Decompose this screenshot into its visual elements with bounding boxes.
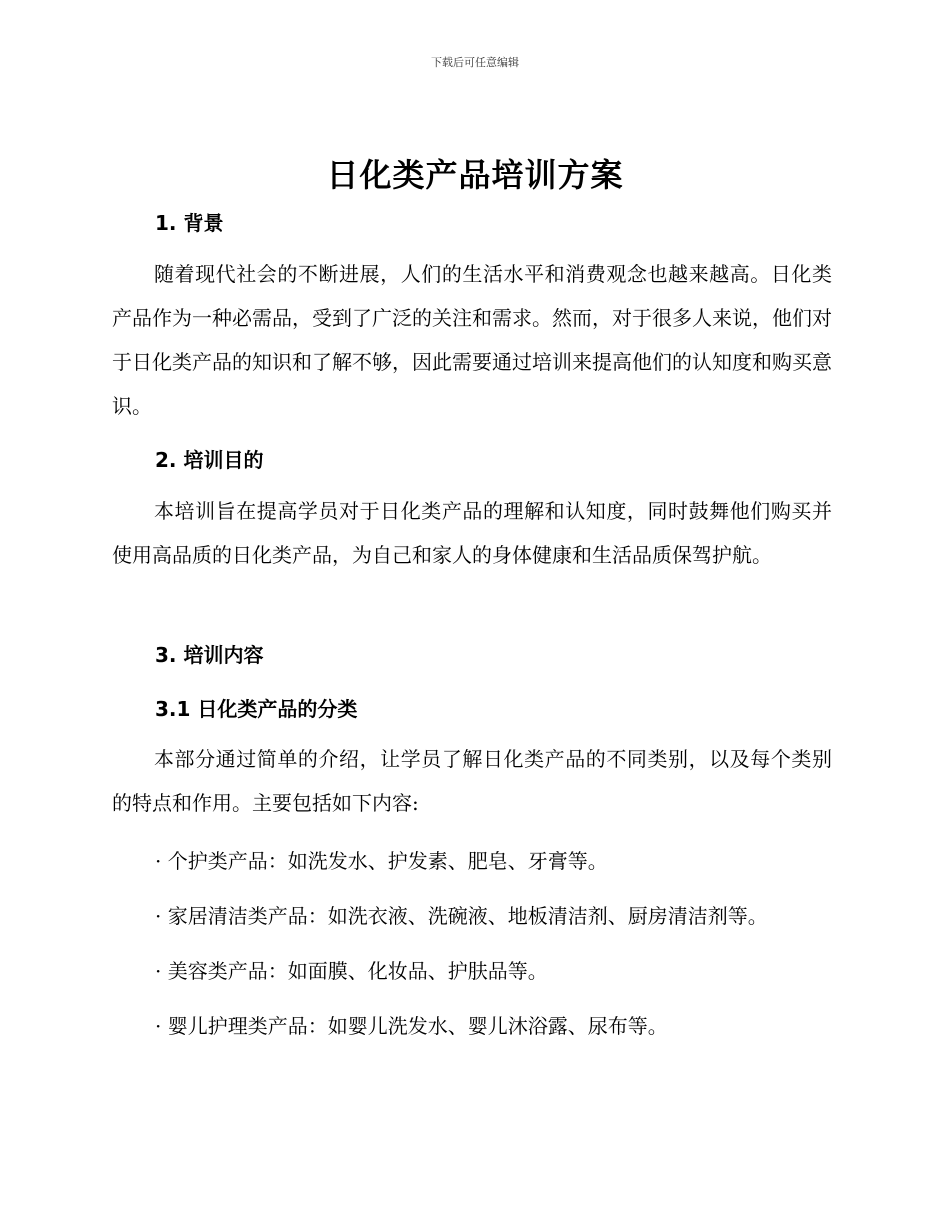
list-item: · 个护类产品：如洗发水、护发素、肥皂、牙膏等。 bbox=[155, 849, 608, 873]
section-text-goal: 本培训旨在提高学员对于日化类产品的理解和认知度，同时鼓舞他们购买并使用高品质的日化类产品，为自己和家人的身体健康和生活品质保驾护航。 bbox=[112, 499, 832, 567]
document-title: 日化类产品培训方案 bbox=[326, 156, 624, 194]
subsection-text-categories: 本部分通过简单的介绍，让学员了解日化类产品的不同类别，以及每个类别的特点和作用。主要包括如下内容: bbox=[112, 747, 832, 815]
list-item: · 家居清洁类产品：如洗衣液、洗碗液、地板清洁剂、厨房清洁剂等。 bbox=[155, 904, 768, 928]
list-item: · 美容类产品：如面膜、化妆品、护肤品等。 bbox=[155, 959, 548, 983]
section-text-background: 随着现代社会的不断进展，人们的生活水平和消费观念也越来越高。日化类产品作为一种必需品，受到了广泛的关注和需求。然而，对于很多人来说，他们对于日化类产品的知识和了解不够，因此需要通过培训来提高他们的认知度和购买意识。 bbox=[112, 262, 832, 418]
section-heading-content: 3. 培训内容 bbox=[155, 643, 264, 667]
page-header-note: 下载后可任意编辑 bbox=[431, 56, 519, 69]
subsection-heading-categories: 3.1 日化类产品的分类 bbox=[155, 697, 358, 721]
section-heading-goal: 2. 培训目的 bbox=[155, 448, 264, 472]
section-heading-background: 1. 背景 bbox=[155, 211, 224, 235]
list-item: · 婴儿护理类产品：如婴儿洗发水、婴儿沐浴露、尿布等。 bbox=[155, 1014, 668, 1038]
